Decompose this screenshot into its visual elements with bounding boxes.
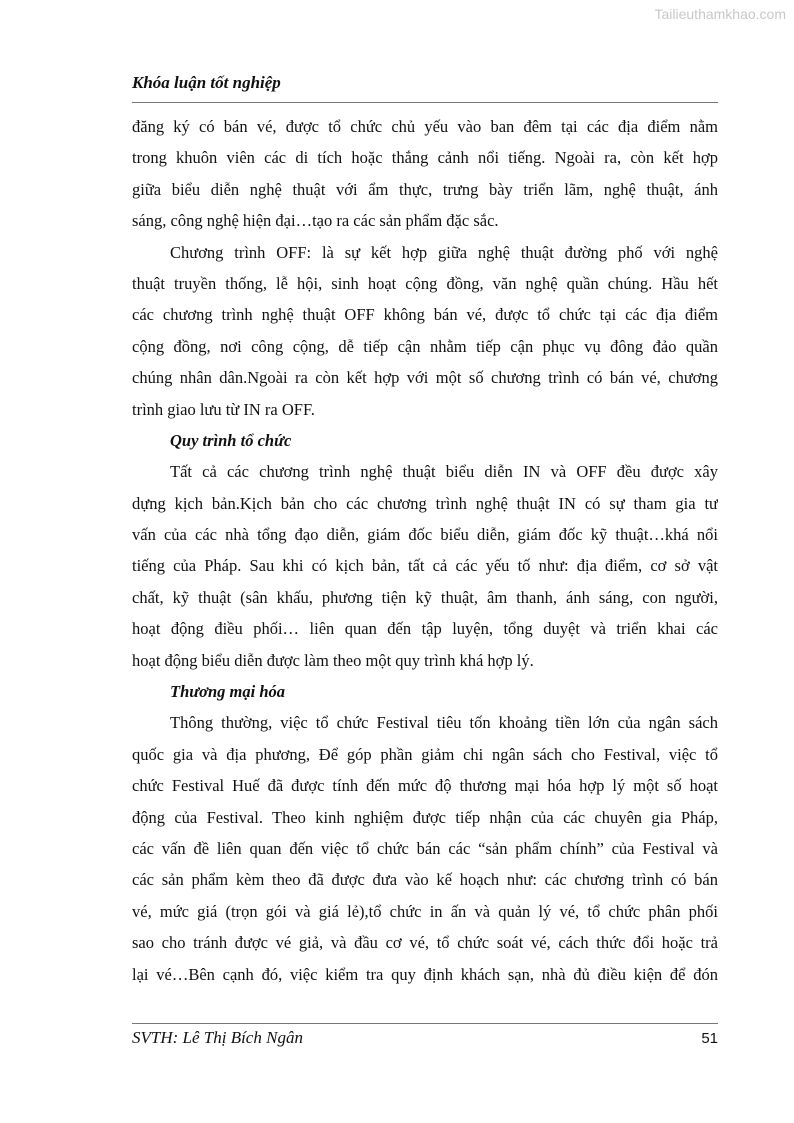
text-line: sáng, công nghệ hiện đại…tạo ra các sản phẩm đặc sắc. [132,211,499,231]
paragraph [132,707,718,990]
text-line: đăng ký có bán vé, được tổ chức chủ yếu vào ban đêm tại các địa điểm nằm [132,117,718,136]
text-line: các sản phẩm kèm theo đã được đưa vào kế hoạch như: các chương trình có bán [132,870,718,890]
text-line: lại vé…Bên cạnh đó, việc kiểm tra quy định khách sạn, nhà đủ điều kiện để đón [132,964,718,984]
paragraph [132,111,718,237]
text-line: quốc gia và địa phương, Để góp phần giảm chi ngân sách cho Festival, việc tổ [132,744,718,764]
text-line: chúng nhân dân.Ngoài ra còn kết hợp với một số chương trình có bán vé, chương [132,368,718,388]
document-body [132,111,718,990]
text-line: dựng kịch bản.Kịch bản cho các chương trình nghệ thuật IN có sự tham gia tư [132,493,718,513]
text-line: thuật truyền thống, lễ hội, sinh hoạt cộng đồng, văn nghệ quần chúng. Hầu hết [132,273,718,293]
header-divider [132,102,718,103]
text-line: trình giao lưu từ IN ra OFF. [132,399,315,419]
watermark: Tailieuthamkhao.com [654,6,786,22]
text-line: Chương trình OFF: là sự kết hợp giữa nghệ thuật đường phố với nghệ [170,242,718,262]
text-line: tiếng của Pháp. Sau khi có kịch bản, tất cả các yếu tố như: địa điểm, cơ sở vật [132,556,718,576]
text-line: động của Festival. Theo kinh nghiệm được tiếp nhận của các chuyên gia Pháp, [132,807,718,827]
paragraph [132,237,718,425]
footer-divider [132,1023,718,1024]
text-line: trong khuôn viên các di tích hoặc thắng cảnh nổi tiếng. Ngoài ra, còn kết hợp [132,148,718,168]
text-line: chất, kỹ thuật (sân khấu, phương tiện kỹ thuật, âm thanh, ánh sáng, con người, [132,587,718,607]
text-line: Tất cả các chương trình nghệ thuật biểu diễn IN và OFF đều được xây [170,462,718,482]
text-line: Thông thường, việc tổ chức Festival tiêu tốn khoảng tiền lớn của ngân sách [170,713,718,733]
section-heading: Quy trình tổ chức [170,430,292,450]
text-line: giữa biểu diễn nghệ thuật với ẩm thực, trưng bày triển lãm, nghệ thuật, ánh [132,179,718,199]
text-line: hoạt động điều phối… liên quan đến tập luyện, tổng duyệt và triển khai các [132,619,718,639]
text-line: chức Festival Huế đã được tính đến mức độ thương mại hóa hợp lý một số hoạt [132,776,718,796]
page-number: 51 [701,1030,718,1047]
paragraph [132,456,718,676]
text-line: sao cho tránh được vé giả, và đầu cơ vé, tổ chức soát vé, cách thức đổi hoặc trả [132,933,718,953]
header-title: Khóa luận tốt nghiệp [132,73,281,92]
text-line: cộng đồng, nơi công cộng, dễ tiếp cận nhằm tiếp cận phục vụ đông đảo quần [132,336,718,356]
section-heading: Thương mại hóa [170,682,286,702]
text-line: các vấn đề liên quan đến việc tổ chức bán các “sản phẩm chính” của Festival và [132,838,718,858]
text-line: các chương trình nghệ thuật OFF không bán vé, được tổ chức tại các địa điểm [132,305,718,325]
footer-author: SVTH: Lê Thị Bích Ngân [132,1028,303,1047]
text-line: vé, mức giá (trọn gói và giá lẻ),tổ chức in ấn và quản lý vé, tổ chức phân phối [132,901,718,921]
text-line: hoạt động biểu diễn được làm theo một quy trình khá hợp lý. [132,650,534,670]
text-line: vấn của các nhà tổng đạo diễn, giám đốc biểu diễn, giám đốc kỹ thuật…khá nổi [132,525,718,545]
